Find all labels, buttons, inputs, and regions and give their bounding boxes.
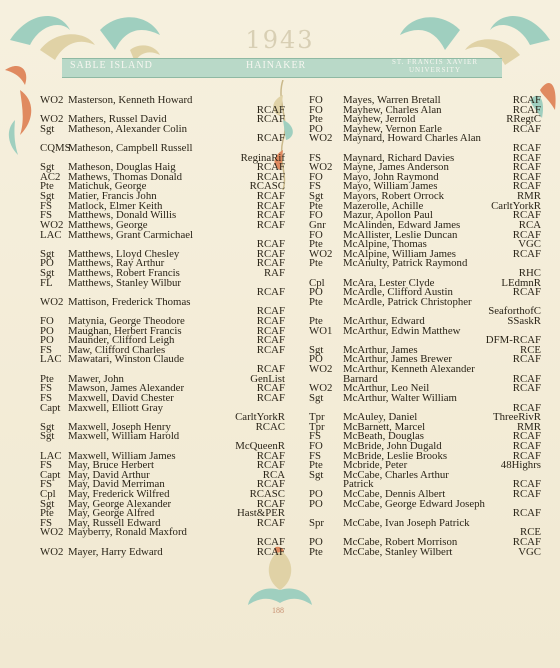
- entry-unit: RCAF: [512, 439, 541, 452]
- list-item: [40, 545, 285, 558]
- heading-right: ST. FRANCIS XAVIER UNIVERSITY: [391, 58, 478, 74]
- entry-rank: FO: [309, 103, 323, 116]
- entry-name: Matthews, George: [68, 218, 148, 231]
- list-item: [40, 122, 285, 135]
- entry-name: Maxwell, David Chester: [68, 391, 174, 404]
- entry-name: McAlinden, Edward James: [343, 218, 461, 231]
- entry-rank: PO: [40, 334, 54, 347]
- entry-name: Mcbride, Peter: [343, 459, 408, 472]
- entry-rank: FS: [40, 343, 53, 356]
- list-item: [40, 276, 285, 289]
- entry-unit: RCAF: [256, 199, 285, 212]
- entry-name: McAuley, Daniel: [343, 411, 418, 424]
- entry-unit: ThreeRivR: [493, 411, 541, 424]
- entry-name: Matlock, Elmer Keith: [68, 199, 163, 212]
- entry-name: McCabe, George Edward Joseph: [343, 497, 485, 510]
- entry-name: Matthews, Lloyd Chesley: [68, 247, 180, 260]
- entry-unit: RCAF: [512, 382, 541, 395]
- list-item: [40, 295, 285, 308]
- entry-name: Mayhew, Jerrold: [343, 113, 416, 126]
- entry-name: McAllister, Leslie Duncan: [343, 228, 458, 241]
- entry-unit: SeaforthofC: [488, 305, 541, 318]
- entry-name: Mayes, Warren Bretall: [343, 94, 441, 106]
- entry-name: Masterson, Kenneth Howard: [68, 94, 193, 106]
- entry-unit: RCAF: [512, 180, 541, 193]
- entry-unit: RCAF: [256, 238, 285, 251]
- entry-unit: McQueenR: [235, 439, 285, 452]
- list-item: [309, 516, 541, 529]
- entry-name: Mathews, Thomas Donald: [68, 170, 183, 183]
- entry-unit: RCA: [262, 468, 285, 481]
- entry-rank: Sgt: [40, 420, 55, 433]
- list-item: [40, 96, 285, 106]
- entry-rank: Pte: [309, 545, 323, 558]
- entry-unit: LEdmnR: [501, 276, 541, 289]
- entry-name: Patrick: [343, 478, 374, 491]
- entry-rank: FS: [40, 516, 53, 529]
- entry-rank: WO2: [40, 295, 64, 308]
- entry-rank: FO: [309, 170, 323, 183]
- entry-unit: RCAF: [256, 459, 285, 472]
- entry-name: Maxwell, William Harold: [68, 430, 180, 443]
- entry-rank: FO: [309, 228, 323, 241]
- entry-rank: Pte: [309, 315, 323, 328]
- entry-name: Maughan, Herbert Francis: [68, 324, 182, 337]
- entry-rank: FS: [40, 382, 53, 395]
- entry-name: May, Russell Edward: [68, 516, 161, 529]
- entry-rank: Cpl: [309, 276, 325, 289]
- entry-unit: RCAF: [256, 334, 285, 347]
- entry-rank: PO: [309, 286, 323, 299]
- heading-middle: HAINAKER: [246, 60, 307, 71]
- entry-unit: RCAF: [512, 142, 541, 155]
- entry-rank: FS: [40, 459, 53, 472]
- entry-rank: FO: [309, 439, 323, 452]
- entry-rank: PO: [309, 353, 323, 366]
- entry-rank: LAC: [40, 449, 62, 462]
- entry-rank: Sgt: [309, 190, 324, 203]
- entry-rank: Cpl: [40, 487, 56, 500]
- entry-name: May, David Merriman: [68, 478, 165, 491]
- entry-rank: Gnr: [309, 218, 326, 231]
- entry-name: Mayer, Harry Edward: [68, 545, 163, 558]
- entry-rank: FS: [309, 151, 322, 164]
- entry-unit: 48Highrs: [500, 459, 541, 472]
- entry-name: Mawatari, Winston Claude: [68, 353, 185, 366]
- entry-name: Matier, Francis John: [68, 190, 157, 203]
- right-column: [309, 96, 541, 557]
- entry-rank: Pte: [309, 199, 323, 212]
- entry-unit: RCAF: [512, 507, 541, 520]
- entry-name: McAlpine, William James: [343, 247, 457, 260]
- entry-name: Maxwell, Elliott Gray: [68, 401, 164, 414]
- entry-name: McBride, John Dugald: [343, 439, 442, 452]
- entry-rank: PO: [40, 257, 54, 270]
- entry-rank: Sgt: [40, 497, 55, 510]
- entry-unit: RCAF: [512, 122, 541, 135]
- entry-unit: RCAF: [256, 449, 285, 462]
- entry-unit: VGC: [518, 238, 541, 251]
- entry-unit: RCAF: [256, 103, 285, 116]
- entry-name: McCabe, Ivan Joseph Patrick: [343, 516, 470, 529]
- entry-name: Mayhew, Charles Alan: [343, 103, 442, 116]
- entry-rank: WO2: [309, 247, 333, 260]
- entry-name: Mazerolle, Achille: [343, 199, 424, 212]
- entry-unit: RCAF: [256, 113, 285, 126]
- entry-name: McArdle, Patrick Christopher: [343, 295, 472, 308]
- entry-name: Maynard, Richard Davies: [343, 151, 455, 164]
- entry-name: Mayhew, Vernon Earle: [343, 122, 442, 135]
- entry-rank: CQMS: [40, 142, 71, 155]
- entry-name: Matthews, Ray Arthur: [68, 257, 165, 270]
- entry-rank: FS: [309, 180, 322, 193]
- entry-name: Matthews, Robert Francis: [68, 266, 180, 279]
- entry-rank: WO2: [40, 545, 64, 558]
- entry-unit: RMR: [516, 190, 541, 203]
- entry-name: May, David Arthur: [68, 468, 150, 481]
- entry-name: McCabe, Charles Arthur: [343, 468, 449, 481]
- entry-name: Mawer, John: [68, 372, 124, 385]
- entry-name: McCabe, Robert Morrison: [343, 536, 458, 549]
- entry-unit: RCAF: [256, 545, 285, 558]
- entry-unit: RCAF: [512, 94, 541, 106]
- entry-unit: RCAF: [512, 430, 541, 443]
- entry-rank: Pte: [309, 459, 323, 472]
- entry-name: Mayne, James Anderson: [343, 161, 449, 174]
- entry-unit: RCASC: [249, 180, 285, 193]
- entry-name: McCabe, Stanley Wilbert: [343, 545, 453, 558]
- entry-unit: RCE: [520, 526, 541, 539]
- entry-name: McBeath, Douglas: [343, 430, 424, 443]
- entry-unit: RCAF: [256, 286, 285, 299]
- entry-unit: RCAF: [512, 228, 541, 241]
- entry-name: Matheson, Campbell Russell: [68, 142, 193, 155]
- entry-rank: Sgt: [40, 161, 55, 174]
- entry-name: Matthews, Stanley Wilbur: [68, 276, 182, 289]
- entry-unit: RCAF: [512, 170, 541, 183]
- entry-rank: Sgt: [40, 122, 55, 135]
- list-item: [40, 228, 285, 241]
- entry-rank: Sgt: [40, 247, 55, 260]
- entry-unit: RCAF: [256, 536, 285, 549]
- entry-rank: Pte: [40, 507, 54, 520]
- entry-name: Mathers, Russel David: [68, 113, 167, 126]
- entry-rank: Pte: [309, 238, 323, 251]
- entry-name: McArthur, Leo Neil: [343, 382, 430, 395]
- entry-unit: RCAF: [256, 257, 285, 270]
- entry-unit: RCAF: [256, 343, 285, 356]
- entry-unit: RCAF: [256, 190, 285, 203]
- entry-name: McArdle, Clifford Austin: [343, 286, 453, 299]
- entry-rank: Sgt: [40, 190, 55, 203]
- entry-rank: Pte: [309, 295, 323, 308]
- entry-unit: RCAF: [512, 103, 541, 116]
- page-number: 188: [272, 606, 284, 615]
- entry-rank: FS: [309, 449, 322, 462]
- entry-name: Mayo, John Raymond: [343, 170, 439, 183]
- list-item: [309, 391, 541, 404]
- entry-rank: Pte: [40, 372, 54, 385]
- entry-unit: RCAF: [256, 132, 285, 145]
- entry-name: Maxwell, Joseph Henry: [68, 420, 171, 433]
- entry-name: McArthur, Edward: [343, 315, 425, 328]
- entry-name: McArthur, James Brewer: [343, 353, 453, 366]
- entry-unit: VGC: [518, 545, 541, 558]
- entry-unit: RAF: [263, 266, 285, 279]
- entry-unit: RCAF: [256, 218, 285, 231]
- entry-name: Matheson, Alexander Colin: [68, 122, 188, 135]
- entry-rank: FS: [40, 209, 53, 222]
- left-margin-flourish-icon: [0, 80, 40, 160]
- entry-rank: FS: [40, 199, 53, 212]
- entry-rank: PO: [309, 536, 323, 549]
- entry-name: McAlpine, Thomas: [343, 238, 427, 251]
- entry-name: McArthur, Walter William: [343, 391, 457, 404]
- entry-name: Maunder, Clifford Leigh: [68, 334, 175, 347]
- entry-unit: RCAF: [512, 478, 541, 491]
- entry-unit: RCASC: [249, 487, 285, 500]
- entry-unit: RCAF: [512, 209, 541, 222]
- entry-rank: Sgt: [309, 391, 324, 404]
- entry-rank: Pte: [309, 257, 323, 270]
- entry-unit: RCAF: [256, 516, 285, 529]
- entry-rank: WO1: [309, 324, 333, 337]
- entry-name: May, George Alexander: [68, 497, 172, 510]
- entry-unit: RCE: [520, 343, 541, 356]
- entry-name: McAnulty, Patrick Raymond: [343, 257, 468, 270]
- entry-unit: DFM-RCAF: [485, 334, 541, 347]
- entry-name: Matthews, Grant Carmichael: [68, 228, 194, 241]
- entry-name: Matthews, Donald Willis: [68, 209, 177, 222]
- entry-name: McArthur, Kenneth Alexander: [343, 363, 475, 376]
- entry-name: McBarnett, Marcel: [343, 420, 426, 433]
- entry-name: Mazur, Apollon Paul: [343, 209, 433, 222]
- entry-unit: ReginaRif: [240, 151, 285, 164]
- entry-unit: RMR: [516, 420, 541, 433]
- entry-unit: RCAF: [256, 247, 285, 260]
- entry-unit: RCAF: [512, 536, 541, 549]
- entry-name: Mattison, Frederick Thomas: [68, 295, 191, 308]
- entry-rank: Sgt: [40, 430, 55, 443]
- entry-rank: Pte: [309, 113, 323, 126]
- entry-name: May, Bruce Herbert: [68, 459, 154, 472]
- entry-name: Mayberry, Ronald Maxford: [68, 526, 187, 539]
- entry-unit: RCAF: [256, 382, 285, 395]
- entry-unit: RCA: [518, 218, 541, 231]
- entry-rank: FO: [40, 315, 54, 328]
- entry-unit: RCAF: [256, 305, 285, 318]
- entry-rank: PO: [309, 497, 323, 510]
- entry-unit: RCAF: [256, 161, 285, 174]
- entry-name: Mayors, Robert Orrock: [343, 190, 445, 203]
- entry-rank: FS: [40, 391, 53, 404]
- entry-name: McBride, Leslie Brooks: [343, 449, 448, 462]
- entry-rank: FS: [40, 478, 53, 491]
- list-item: [309, 259, 541, 269]
- entry-rank: Capt: [40, 401, 61, 414]
- entry-rank: FO: [309, 94, 323, 106]
- entry-rank: PO: [40, 324, 54, 337]
- year-heading: 1943: [245, 26, 315, 54]
- entry-rank: WO2: [309, 382, 333, 395]
- entry-name: Maw, Clifford Charles: [68, 343, 166, 356]
- entry-unit: Hast&PER: [237, 507, 285, 520]
- heading-left: SABLE ISLAND: [70, 60, 153, 71]
- entry-rank: Tpr: [309, 420, 325, 433]
- list-item: [309, 497, 541, 510]
- entry-rank: LAC: [40, 228, 62, 241]
- entry-unit: RCAF: [512, 487, 541, 500]
- entry-rank: FS: [309, 430, 322, 443]
- list-item: [40, 355, 285, 365]
- entry-unit: RRegtC: [506, 113, 541, 126]
- entry-rank: AC2: [40, 170, 61, 183]
- entry-unit: RCAF: [512, 286, 541, 299]
- entry-unit: RCAF: [512, 161, 541, 174]
- entry-name: McArthur, Edwin Matthew: [343, 324, 461, 337]
- entry-unit: RCAF: [512, 151, 541, 164]
- entry-unit: CarltYorkR: [235, 411, 285, 424]
- entry-name: Mawson, James Alexander: [68, 382, 185, 395]
- entry-rank: WO2: [40, 113, 64, 126]
- entry-unit: RCAF: [512, 449, 541, 462]
- entry-name: May, George Alfred: [68, 507, 155, 520]
- entry-unit: RCAF: [512, 372, 541, 385]
- left-column: [40, 96, 285, 557]
- entry-unit: RCAF: [256, 478, 285, 491]
- entry-rank: PO: [309, 122, 323, 135]
- entry-rank: WO2: [309, 132, 333, 145]
- entry-rank: Spr: [309, 516, 324, 529]
- entry-unit: CarltYorkR: [491, 199, 541, 212]
- entry-rank: FL: [40, 276, 53, 289]
- entry-rank: PO: [309, 487, 323, 500]
- entry-rank: Pte: [40, 180, 54, 193]
- entry-rank: WO2: [309, 161, 333, 174]
- entry-name: Matichuk, George: [68, 180, 147, 193]
- entry-name: Mayo, William James: [343, 180, 438, 193]
- entry-rank: WO2: [40, 526, 64, 539]
- entry-unit: RCAF: [256, 315, 285, 328]
- entry-rank: WO2: [40, 218, 64, 231]
- entry-rank: WO2: [309, 363, 333, 376]
- entry-rank: WO2: [40, 94, 64, 106]
- entry-unit: RCAF: [256, 497, 285, 510]
- list-item: [309, 545, 541, 558]
- entry-name: McAra, Lester Clyde: [343, 276, 435, 289]
- entry-rank: Sgt: [40, 266, 55, 279]
- entry-rank: Sgt: [309, 343, 324, 356]
- entry-name: McCabe, Dennis Albert: [343, 487, 446, 500]
- entry-rank: LAC: [40, 353, 62, 366]
- entry-rank: Capt: [40, 468, 61, 481]
- entry-unit: SSaskR: [507, 315, 541, 328]
- entry-unit: RCAF: [512, 353, 541, 366]
- entry-rank: Tpr: [309, 411, 325, 424]
- entry-unit: RCAF: [256, 363, 285, 376]
- entry-unit: RCAF: [256, 391, 285, 404]
- entry-name: McArthur, James: [343, 343, 418, 356]
- entry-rank: FO: [309, 209, 323, 222]
- entry-unit: RCAF: [256, 209, 285, 222]
- list-item: [309, 134, 541, 144]
- entry-unit: GenList: [250, 372, 285, 385]
- entry-rank: Sgt: [309, 468, 324, 481]
- entry-name: Maxwell, William James: [68, 449, 176, 462]
- entry-name: Matynia, George Theodore: [68, 315, 185, 328]
- entry-unit: RCAC: [255, 420, 285, 433]
- entry-unit: RHC: [518, 266, 541, 279]
- entry-unit: RCAF: [256, 170, 285, 183]
- list-item: [40, 528, 285, 538]
- entry-name: May, Frederick Wilfred: [68, 487, 170, 500]
- entry-name: Barnard: [343, 372, 378, 385]
- entry-unit: RCAF: [512, 247, 541, 260]
- entry-unit: RCAF: [256, 324, 285, 337]
- entry-name: Maynard, Howard Charles Alan: [343, 132, 481, 145]
- entry-unit: RCAF: [512, 401, 541, 414]
- entry-name: Matheson, Douglas Haig: [68, 161, 176, 174]
